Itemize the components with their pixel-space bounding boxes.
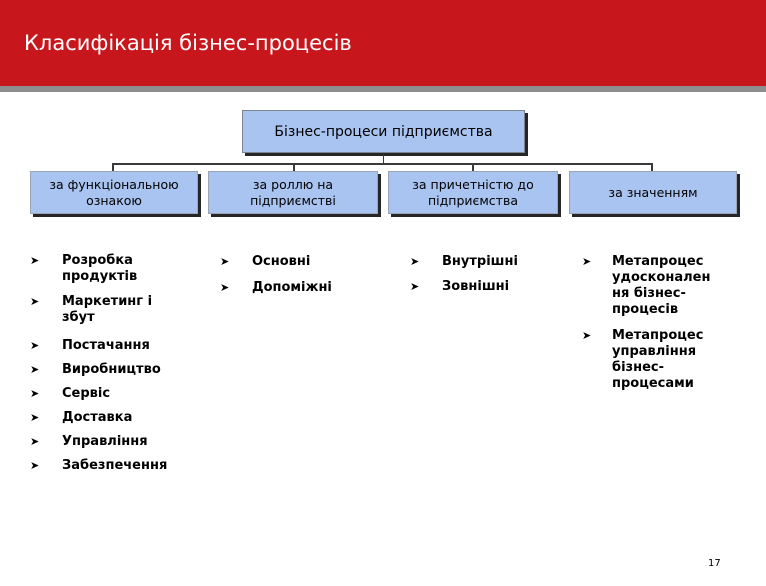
category-box-significance [569, 171, 737, 214]
connector-drop-4 [651, 163, 653, 171]
slide-title: Класифікація бізнес-процесів [24, 31, 352, 55]
title-underline [0, 86, 766, 92]
significance-items-list [582, 254, 732, 392]
involvement-items-list [410, 254, 570, 295]
connector-root-down [383, 154, 384, 163]
category-label: за причетністю до підприємства [412, 176, 534, 208]
list-item: ➤ Забезпечення [30, 458, 168, 473]
list-item: ➤ Розробка продуктів [30, 253, 138, 284]
arrowhead-bullet-icon: ➤ [410, 280, 420, 293]
arrowhead-bullet-icon: ➤ [30, 387, 40, 400]
list-item: ➤ Метапроцес управління бізнес-процесами [582, 328, 704, 391]
list-item: ➤ Зовнішні [410, 279, 510, 294]
arrowhead-bullet-icon: ➤ [30, 295, 40, 308]
connector-horizontal [112, 163, 653, 165]
arrowhead-bullet-icon: ➤ [220, 281, 230, 294]
arrowhead-bullet-icon: ➤ [30, 411, 40, 424]
arrowhead-bullet-icon: ➤ [582, 329, 592, 342]
connector-drop-2 [293, 163, 295, 171]
arrowhead-bullet-icon: ➤ [30, 459, 40, 472]
arrowhead-bullet-icon: ➤ [410, 255, 420, 268]
category-box-role [208, 171, 378, 214]
page-number: 17 [708, 558, 721, 569]
root-node-label: Бізнес-процеси підприємства [274, 123, 493, 140]
connector-drop-3 [472, 163, 474, 171]
connector-drop-1 [112, 163, 114, 171]
arrowhead-bullet-icon: ➤ [582, 255, 592, 268]
list-item: ➤ Метапроцес удосконален ня бізнес-процесів [582, 254, 711, 317]
list-item: ➤ Основні [220, 254, 311, 269]
role-items-list [220, 254, 380, 296]
list-item: ➤ Допоміжні [220, 280, 332, 295]
list-item: ➤ Виробництво [30, 362, 161, 377]
category-box-involvement [388, 171, 558, 214]
list-item: ➤ Маркетинг і збут [30, 294, 153, 325]
list-item: ➤ Постачання [30, 338, 150, 353]
arrowhead-bullet-icon: ➤ [30, 339, 40, 352]
functional-items-list [30, 253, 200, 474]
category-label: за значенням [608, 184, 698, 200]
root-node [242, 110, 525, 153]
arrowhead-bullet-icon: ➤ [30, 363, 40, 376]
list-item: ➤ Доставка [30, 410, 133, 425]
category-label: за роллю на підприємстві [250, 176, 336, 208]
arrowhead-bullet-icon: ➤ [30, 254, 40, 267]
category-label: за функціональною ознакою [49, 176, 179, 208]
list-item: ➤ Управління [30, 434, 148, 449]
list-item: ➤ Сервіс [30, 386, 111, 401]
arrowhead-bullet-icon: ➤ [220, 255, 230, 268]
arrowhead-bullet-icon: ➤ [30, 435, 40, 448]
category-box-functional [30, 171, 198, 214]
list-item: ➤ Внутрішні [410, 254, 518, 269]
